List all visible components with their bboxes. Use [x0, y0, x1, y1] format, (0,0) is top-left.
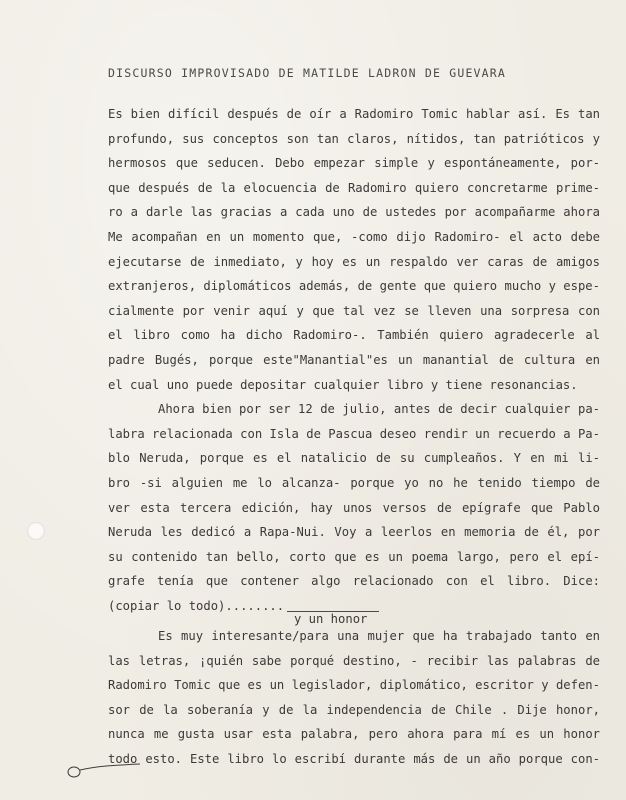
text-line: todo esto. Este libro lo escribí durante más de un año porque con- — [108, 751, 600, 766]
text-line: Radomiro Tomic que es un legislador, diplomático, escritor y defen- — [108, 678, 600, 693]
text-line: su contenido tan bello, corto que es un poema largo, pero el epí- — [108, 549, 600, 564]
text-line: que después de la elocuencia de Radomiro quiero concretarme prime- — [108, 180, 600, 195]
body-text — [108, 102, 600, 618]
text-line: nunca me gusta usar esta palabra, pero ahora para mí es un honor — [108, 727, 600, 742]
text-line: extranjeros, diplomáticos además, de gente que quiero mucho y espe- — [108, 279, 600, 294]
text-line: profundo, sus conceptos son tan claros, nítidos, tan patrióticos y — [108, 131, 600, 146]
text-line: Neruda les dedicó a Rapa-Nui. Voy a leerlos en memoria de él, por — [108, 525, 600, 540]
text-line: ver esta tercera edición, hay unos versos de epígrafe que Pablo — [108, 500, 600, 515]
text-line: bro -si alguien me lo alcanza- porque yo no he tenido tiempo de — [108, 475, 600, 490]
text-line: Es bien difícil después de oír a Radomiro Tomic hablar así. Es tan — [108, 107, 600, 121]
text-line: Me acompañan en un momento que, -como dijo Radomiro- el acto debe — [108, 229, 600, 244]
text-line: padre Bugés, porque este"Manantial"es un manantial de cultura en — [108, 352, 600, 367]
document-heading: DISCURSO IMPROVISADO DE MATILDE LADRON DE GUEVARA — [108, 66, 507, 80]
text-line: blo Neruda, porque es el natalicio de su cumpleaños. Y en mi li- — [108, 451, 600, 466]
text-line: las letras, ¡quién sabe porqué destino, - recibir las palabras de — [108, 653, 600, 668]
text-line: (copiar lo todo)........ — [108, 598, 285, 613]
punch-hole — [27, 522, 45, 540]
text-line: Ahora bien por ser 12 de julio, antes de decir cualquier pa- — [158, 402, 600, 417]
text-line: ejecutarse de inmediato, y hoy es un respaldo ver caras de amigos — [108, 254, 600, 269]
text-line: hermosos que seducen. Debo empezar simple y espontáneamente, por- — [108, 156, 600, 171]
insert-note: y un honor — [294, 612, 368, 626]
text-line: el cual uno puede depositar cualquier libro y tiene resonancias. — [108, 377, 578, 392]
text-line: ro a darle las gracias a cada uno de ustedes por acompañarme ahora — [108, 205, 600, 220]
text-line: grafe tenía que contener algo relacionado con el libro. Dice: — [108, 574, 600, 589]
margin-scribble — [62, 762, 142, 782]
text-line: cialmente por venir aquí y que tal vez se lleven una sorpresa con — [108, 303, 600, 318]
text-line: labra relacionada con Isla de Pascua deseo rendir un recuerdo a Pa- — [108, 426, 600, 441]
text-line: el libro como ha dicho Radomiro-. También quiero agradecerle al — [108, 328, 600, 343]
text-line: sor de la soberanía y de la independencia de Chile . Dije honor, — [108, 702, 600, 717]
body-text-continued — [108, 624, 600, 772]
text-line: Es muy interesante/para una mujer que ha trabajado tanto en — [158, 629, 600, 643]
